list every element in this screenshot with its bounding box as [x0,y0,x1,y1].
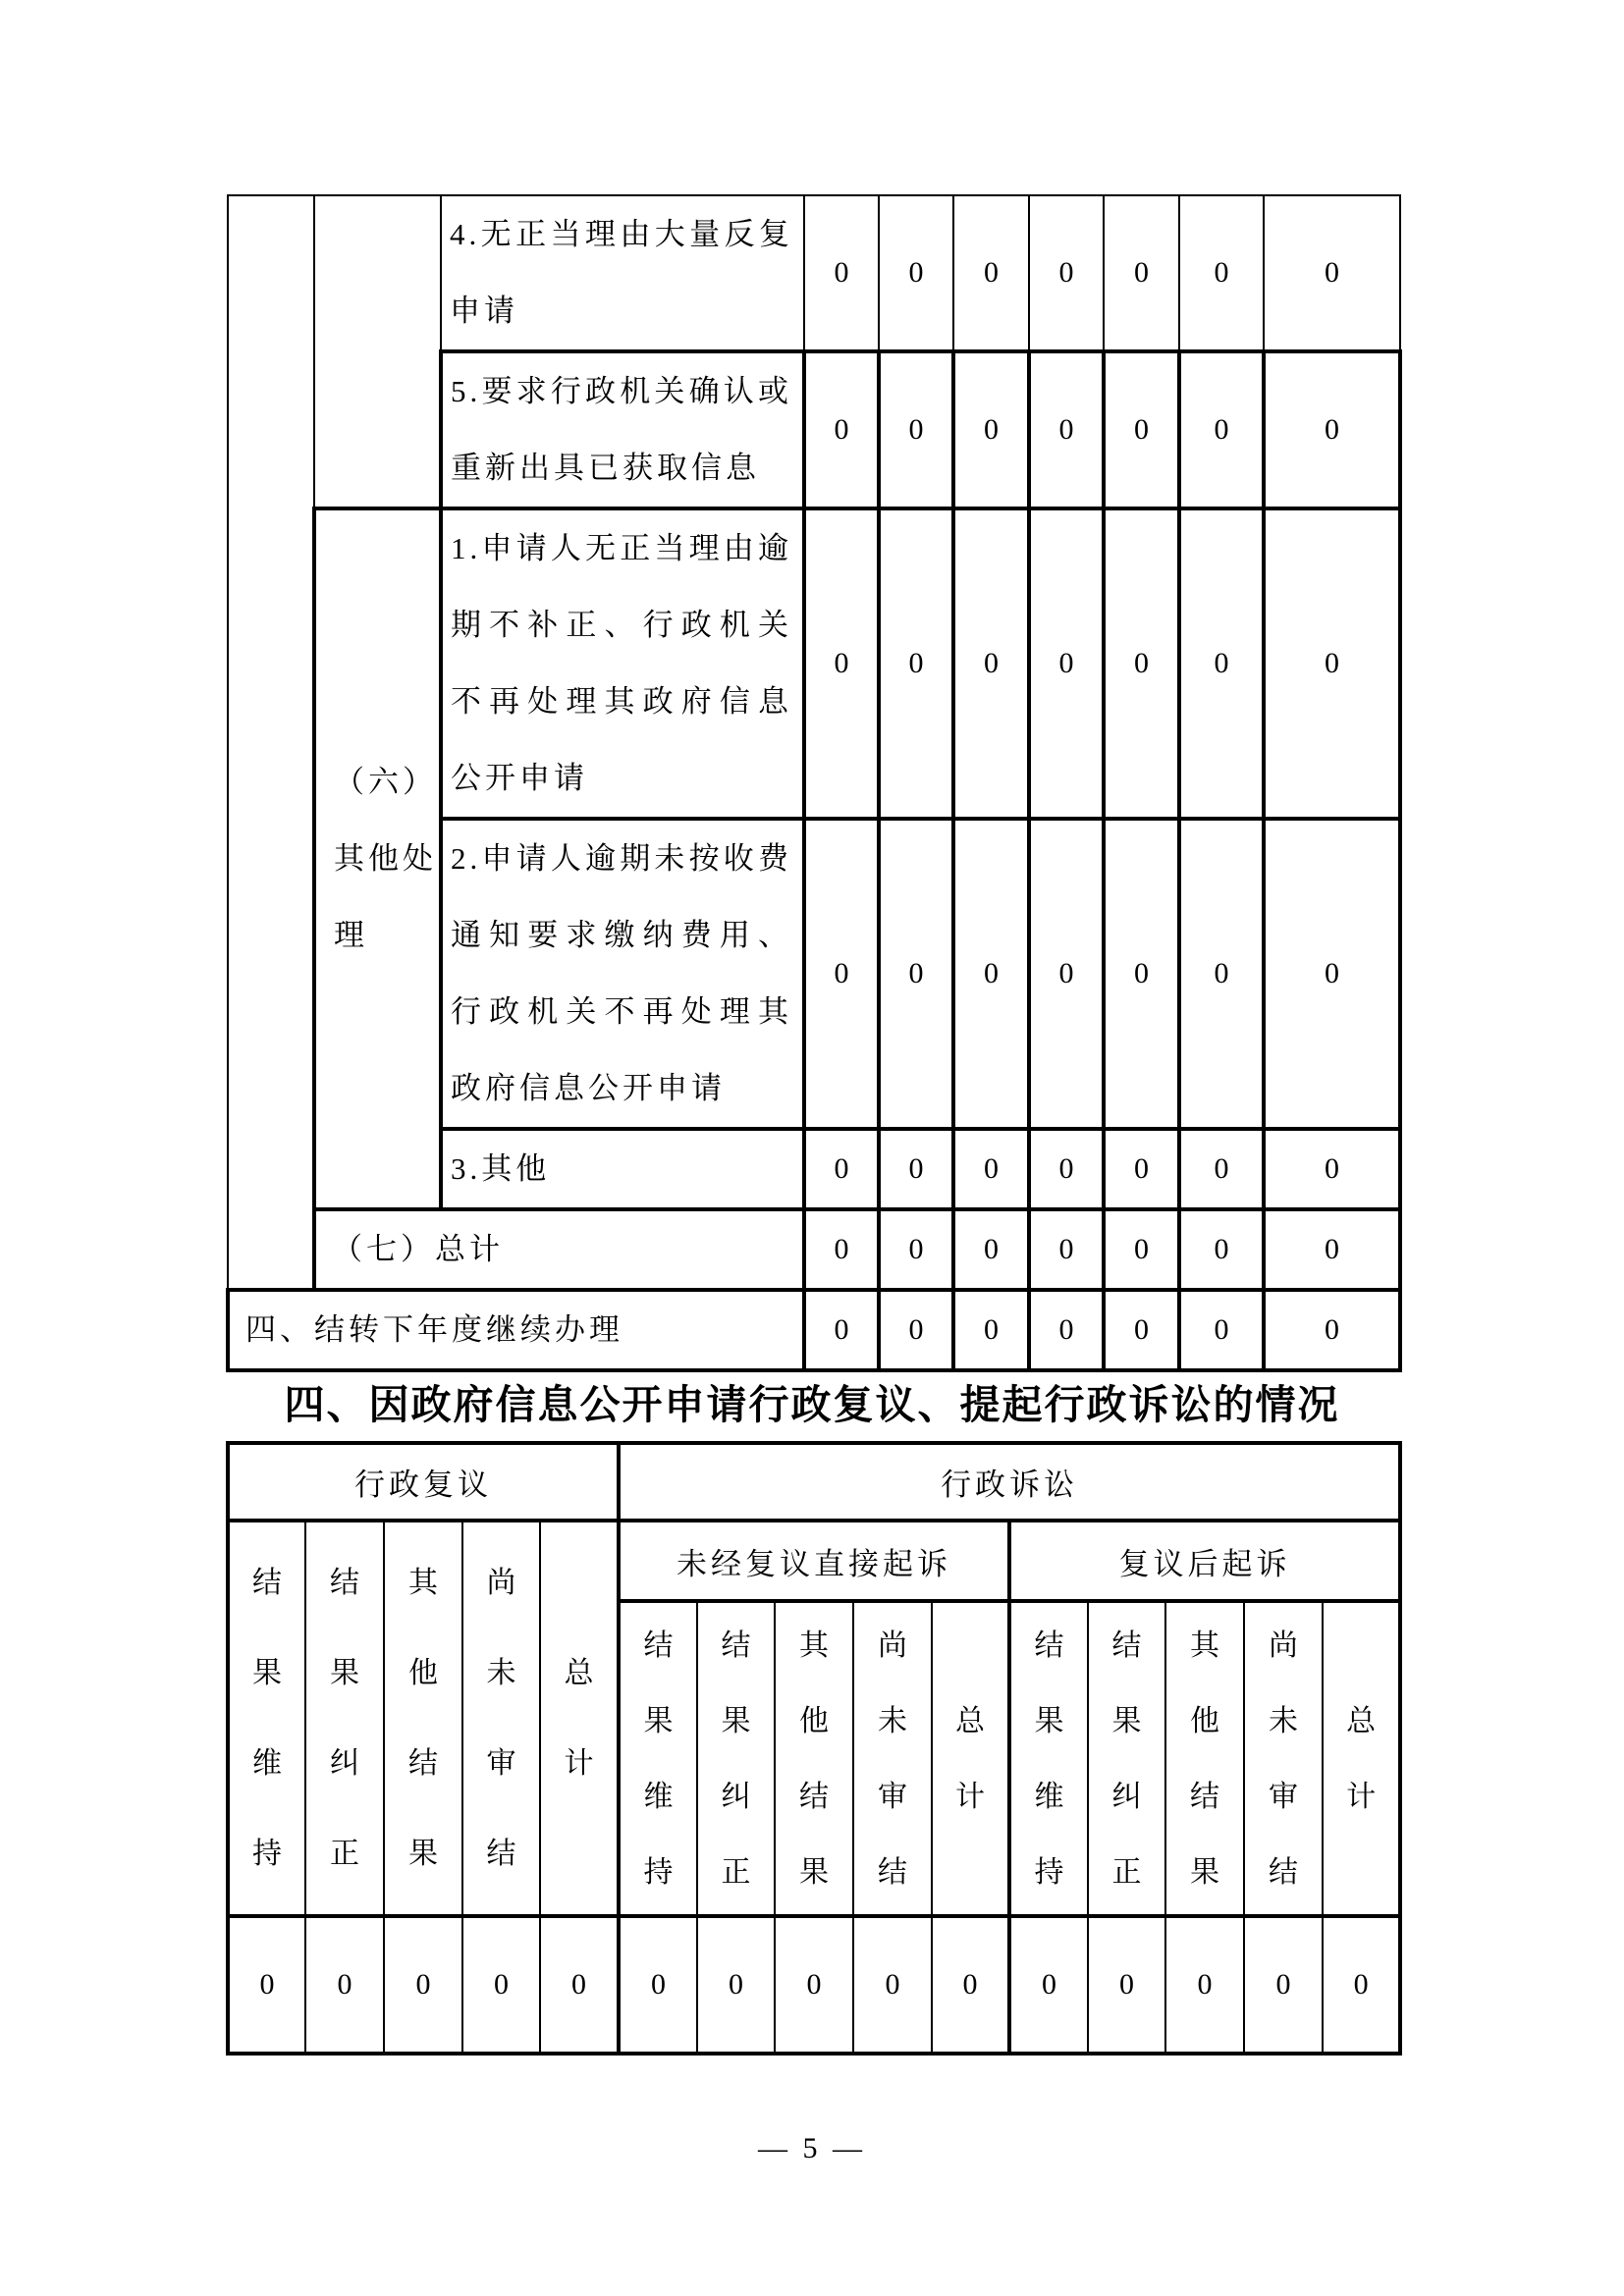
column-header-result-corrected: 结果纠正 [305,1521,384,1916]
value-cell: 0 [1088,1916,1165,2054]
value-cell: 0 [879,351,953,508]
column-header-result-upheld: 结果维持 [619,1601,697,1916]
value-cell: 0 [1165,1916,1244,2054]
value-cell: 0 [540,1916,619,2054]
value-cell: 0 [1104,819,1179,1129]
value-cell: 0 [879,1129,953,1209]
value-cell: 0 [804,1290,879,1370]
value-cell: 0 [879,508,953,819]
row-label: 2.申请人逾期未按收费通知要求缴纳费用、行政机关不再处理其政府信息公开申请 [441,819,804,1129]
value-cell: 0 [1264,508,1400,819]
value-cell: 0 [1179,508,1264,819]
value-cell: 0 [1104,351,1179,508]
value-cell: 0 [228,1916,305,2054]
value-cell: 0 [1029,819,1104,1129]
category-label-other-processing: （六）其他处理 [314,508,441,1209]
value-cell: 0 [879,819,953,1129]
column-header-result-corrected: 结果纠正 [697,1601,775,1916]
value-cell: 0 [775,1916,853,2054]
header-suit-after-review: 复议后起诉 [1009,1521,1400,1601]
value-cell: 0 [1264,1129,1400,1209]
value-cell: 0 [1104,1129,1179,1209]
value-cell: 0 [804,1209,879,1290]
column-header-result-upheld: 结果维持 [1009,1601,1088,1916]
section-stub-cell [228,195,314,1290]
value-cell: 0 [879,195,953,351]
value-cell: 0 [1179,351,1264,508]
value-cell: 0 [953,508,1029,819]
value-cell: 0 [1029,351,1104,508]
category-stub-cell [314,195,441,508]
header-administrative-review: 行政复议 [228,1443,619,1521]
value-cell: 0 [1104,195,1179,351]
value-cell: 0 [932,1916,1009,2054]
value-cell: 0 [953,351,1029,508]
value-cell: 0 [804,508,879,819]
column-header-pending: 尚未审结 [853,1601,932,1916]
value-cell: 0 [953,1209,1029,1290]
column-header-pending: 尚未审结 [462,1521,540,1916]
page-number: — 5 — [758,2132,866,2164]
value-cell: 0 [1029,1290,1104,1370]
section-heading: 四、因政府信息公开申请行政复议、提起行政诉讼的情况 [284,1382,1340,1427]
value-cell: 0 [1029,508,1104,819]
value-cell: 0 [804,819,879,1129]
value-cell: 0 [462,1916,540,2054]
value-cell: 0 [953,1129,1029,1209]
value-cell: 0 [1104,1290,1179,1370]
value-cell: 0 [1104,508,1179,819]
value-cell: 0 [879,1209,953,1290]
row-label-carryover: 四、结转下年度继续办理 [228,1290,804,1370]
value-cell: 0 [1009,1916,1088,2054]
header-administrative-litigation: 行政诉讼 [619,1443,1400,1521]
value-cell: 0 [953,1290,1029,1370]
value-cell: 0 [697,1916,775,2054]
value-cell: 0 [804,195,879,351]
value-cell: 0 [1264,1290,1400,1370]
column-header-total: 总计 [1323,1601,1400,1916]
column-header-other-result: 其他结果 [775,1601,853,1916]
column-header-pending: 尚未审结 [1244,1601,1323,1916]
value-cell: 0 [1179,819,1264,1129]
row-label: 3.其他 [441,1129,804,1209]
value-cell: 0 [879,1290,953,1370]
value-cell: 0 [1323,1916,1400,2054]
value-cell: 0 [1179,1209,1264,1290]
value-cell: 0 [804,1129,879,1209]
value-cell: 0 [1029,1129,1104,1209]
value-cell: 0 [1244,1916,1323,2054]
column-header-result-upheld: 结果维持 [228,1521,305,1916]
value-cell: 0 [1179,1290,1264,1370]
column-header-result-corrected: 结果纠正 [1088,1601,1165,1916]
column-header-total: 总计 [540,1521,619,1916]
value-cell: 0 [1104,1209,1179,1290]
column-header-other-result: 其他结果 [1165,1601,1244,1916]
row-label-total: （七）总计 [314,1209,804,1290]
processing-results-table [226,194,1402,1372]
value-cell: 0 [305,1916,384,2054]
value-cell: 0 [1264,1209,1400,1290]
value-cell: 0 [853,1916,932,2054]
column-header-total: 总计 [932,1601,1009,1916]
value-cell: 0 [384,1916,462,2054]
review-litigation-table [226,1441,1402,2056]
value-cell: 0 [1264,351,1400,508]
value-cell: 0 [1264,195,1400,351]
value-cell: 0 [953,195,1029,351]
row-label: 1.申请人无正当理由逾期不补正、行政机关不再处理其政府信息公开申请 [441,508,804,819]
value-cell: 0 [1179,195,1264,351]
value-cell: 0 [1029,195,1104,351]
value-cell: 0 [619,1916,697,2054]
column-header-other-result: 其他结果 [384,1521,462,1916]
header-direct-suit: 未经复议直接起诉 [619,1521,1009,1601]
value-cell: 0 [1029,1209,1104,1290]
value-cell: 0 [1179,1129,1264,1209]
row-label: 5.要求行政机关确认或重新出具已获取信息 [441,351,804,508]
value-cell: 0 [1264,819,1400,1129]
row-label: 4.无正当理由大量反复申请 [441,195,804,351]
value-cell: 0 [804,351,879,508]
value-cell: 0 [953,819,1029,1129]
